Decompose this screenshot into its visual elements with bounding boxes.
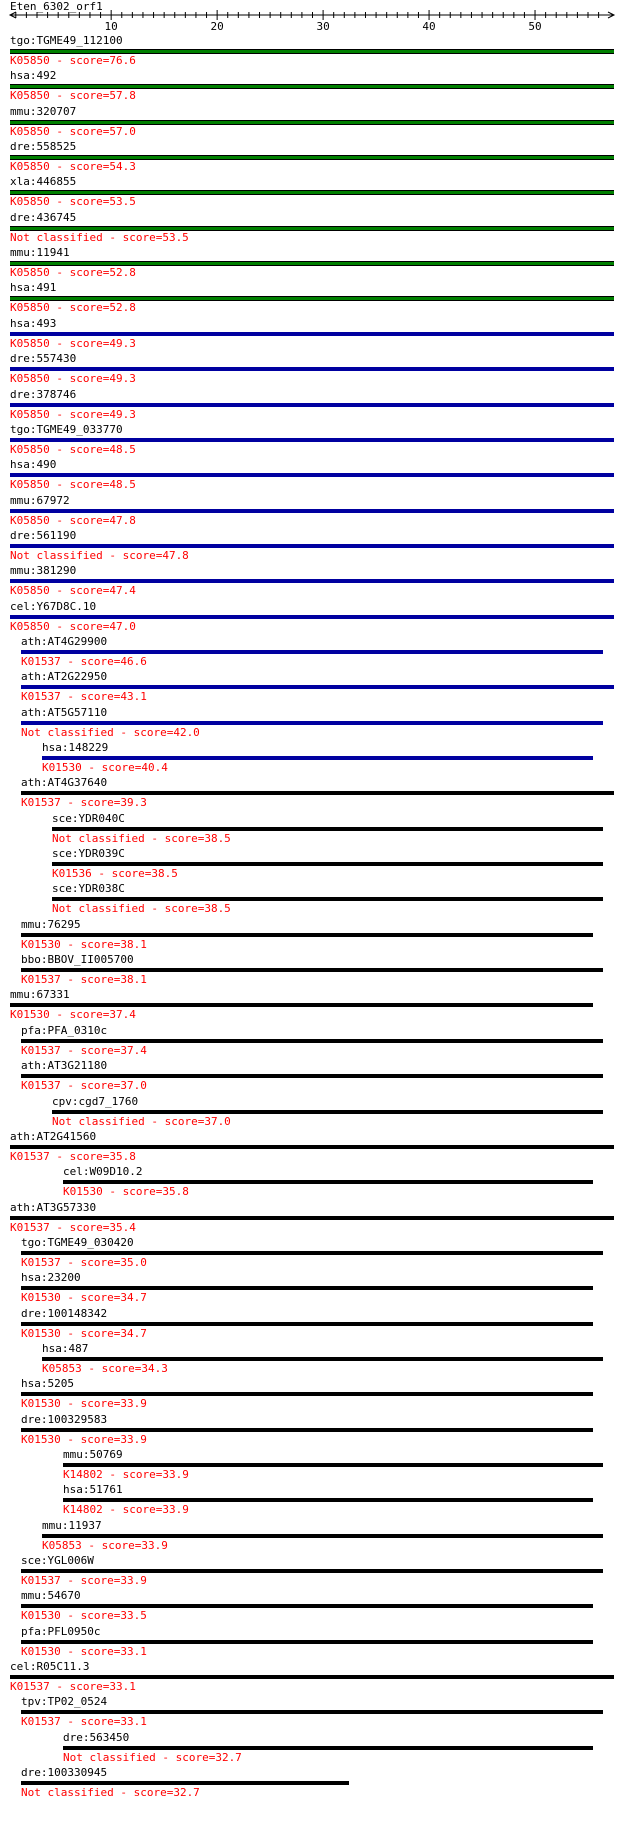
hit-gene-name[interactable]: mmu:320707 [10, 104, 77, 118]
hit-score-label: K01537 - score=33.1 [21, 1715, 147, 1729]
hit-alignment-bar[interactable] [52, 862, 603, 866]
hit-alignment-bar[interactable] [21, 968, 603, 972]
hit-gene-name[interactable]: xla:446855 [10, 175, 77, 189]
hit-score-label: Not classified - score=42.0 [21, 725, 200, 739]
hit-row[interactable] [0, 69, 620, 105]
hit-row[interactable] [0, 812, 620, 848]
hit-score-label: K05850 - score=52.8 [10, 301, 136, 315]
hit-alignment-bar[interactable] [10, 367, 614, 371]
hit-score-label: Not classified - score=37.0 [52, 1114, 231, 1128]
hit-gene-name[interactable]: dre:100330945 [21, 1766, 108, 1780]
hit-gene-name[interactable]: pfa:PFA_0310c [21, 1023, 108, 1037]
hit-score-label: Not classified - score=38.5 [52, 902, 231, 916]
hit-alignment-bar[interactable] [21, 1569, 603, 1573]
hit-score-label: K01530 - score=33.1 [21, 1644, 147, 1658]
hit-gene-name[interactable]: dre:100148342 [21, 1306, 108, 1320]
hit-gene-name[interactable]: dre:378746 [10, 387, 77, 401]
hit-row[interactable] [0, 1413, 620, 1449]
hit-row[interactable] [0, 741, 620, 777]
hit-alignment-bar[interactable] [21, 1039, 603, 1043]
hit-gene-name[interactable]: hsa:5205 [21, 1377, 74, 1391]
hit-score-label: K01537 - score=33.9 [21, 1574, 147, 1588]
hit-score-label: K05853 - score=34.3 [42, 1361, 168, 1375]
hit-score-label: K01530 - score=33.9 [21, 1432, 147, 1446]
hit-row[interactable] [0, 670, 620, 706]
hit-row[interactable] [0, 1448, 620, 1484]
hit-row[interactable] [0, 1766, 620, 1802]
hit-gene-name[interactable]: sce:YGL006W [21, 1554, 94, 1568]
hit-gene-name[interactable]: tgo:TGME49_033770 [10, 422, 123, 436]
hit-gene-name[interactable]: dre:100329583 [21, 1412, 108, 1426]
hit-score-label: K05850 - score=76.6 [10, 54, 136, 67]
hit-score-label: K05850 - score=57.0 [10, 124, 136, 138]
hit-row[interactable] [0, 458, 620, 494]
hit-score-label: K01537 - score=37.0 [21, 1079, 147, 1093]
hit-row[interactable] [0, 1165, 620, 1201]
hit-row[interactable] [0, 1271, 620, 1307]
hit-score-label: K05850 - score=49.3 [10, 336, 136, 350]
hit-row[interactable] [0, 635, 620, 671]
hit-gene-name[interactable]: hsa:148229 [42, 741, 109, 754]
hit-score-label: K05850 - score=47.4 [10, 584, 136, 598]
hit-gene-name[interactable]: ath:AT4G29900 [21, 634, 108, 648]
hit-score-label: K05850 - score=48.5 [10, 478, 136, 492]
hit-score-label: K05850 - score=49.3 [10, 372, 136, 386]
hit-gene-name[interactable]: hsa:493 [10, 316, 57, 330]
hit-score-label: K01537 - score=46.6 [21, 654, 147, 668]
hit-alignment-bar[interactable] [10, 403, 614, 407]
hit-alignment-bar[interactable] [42, 756, 593, 760]
hit-row[interactable] [0, 1483, 620, 1519]
hit-alignment-bar[interactable] [10, 579, 614, 583]
hit-row[interactable] [0, 34, 620, 70]
hit-row[interactable] [0, 1695, 620, 1731]
hit-row[interactable] [0, 1554, 620, 1590]
hit-row[interactable] [0, 776, 620, 812]
hit-gene-name[interactable]: dre:436745 [10, 210, 77, 224]
hit-alignment-bar[interactable] [10, 615, 614, 619]
hit-alignment-bar[interactable] [10, 1003, 593, 1007]
hit-score-label: K01530 - score=34.7 [21, 1291, 147, 1305]
hit-alignment-bar[interactable] [52, 897, 603, 901]
hit-alignment-bar[interactable] [42, 1534, 603, 1538]
hit-gene-name[interactable]: hsa:51761 [63, 1483, 123, 1497]
hit-gene-name[interactable]: mmu:67972 [10, 493, 70, 507]
hit-alignment-bar[interactable] [10, 509, 614, 513]
hit-score-label: Not classified - score=47.8 [10, 548, 189, 562]
ruler-tick-label: 40 [422, 20, 436, 33]
hit-row[interactable] [0, 423, 620, 459]
hit-gene-name[interactable]: ath:AT4G37640 [21, 776, 108, 790]
hit-row[interactable] [0, 882, 620, 918]
hit-alignment-bar[interactable] [21, 721, 603, 725]
hit-score-label: K01537 - score=43.1 [21, 690, 147, 704]
hit-score-label: K01537 - score=35.4 [10, 1220, 136, 1234]
hit-row[interactable] [0, 494, 620, 530]
hit-row[interactable] [0, 1342, 620, 1378]
hit-gene-name[interactable]: hsa:492 [10, 69, 57, 83]
hit-gene-name[interactable]: tgo:TGME49_112100 [10, 34, 123, 47]
hit-alignment-bar[interactable] [63, 1746, 593, 1750]
hit-row[interactable] [0, 1130, 620, 1166]
hit-score-label: K01530 - score=33.9 [21, 1397, 147, 1411]
hit-alignment-bar[interactable] [10, 332, 614, 336]
hit-score-label: Not classified - score=32.7 [21, 1786, 200, 1800]
hit-gene-name[interactable]: bbo:BBOV_II005700 [21, 953, 134, 967]
hit-gene-name[interactable]: tgo:TGME49_030420 [21, 1235, 134, 1249]
hit-score-label: K05850 - score=47.8 [10, 513, 136, 527]
hit-score-label: K05850 - score=52.8 [10, 266, 136, 280]
hit-row[interactable] [0, 706, 620, 742]
hit-score-label: K01537 - score=35.0 [21, 1255, 147, 1269]
hit-alignment-bar[interactable] [21, 933, 593, 937]
hit-score-label: K01537 - score=38.1 [21, 973, 147, 987]
hit-alignment-bar[interactable] [10, 1675, 614, 1679]
hit-score-label: K01530 - score=37.4 [10, 1008, 136, 1022]
hit-alignment-bar[interactable] [21, 1322, 593, 1326]
hit-gene-name[interactable]: mmu:50769 [63, 1448, 123, 1461]
hit-row[interactable] [0, 1589, 620, 1625]
hit-gene-name[interactable]: cel:R05C11.3 [10, 1660, 90, 1674]
hit-gene-name[interactable]: ath:AT2G22950 [21, 670, 108, 684]
hit-score-label: K01530 - score=40.4 [42, 761, 168, 774]
hit-gene-name[interactable]: mmu:54670 [21, 1589, 81, 1603]
hit-row[interactable] [0, 1731, 620, 1767]
hit-gene-name[interactable]: ath:AT3G21180 [21, 1059, 108, 1073]
hit-row[interactable] [0, 988, 620, 1024]
hit-gene-name[interactable]: dre:557430 [10, 352, 77, 366]
ruler-tick-label: 30 [316, 20, 330, 33]
hit-gene-name[interactable]: mmu:76295 [21, 917, 81, 931]
hit-row[interactable] [0, 847, 620, 883]
hit-score-label: K01536 - score=38.5 [52, 867, 178, 881]
hit-score-label: K01530 - score=33.5 [21, 1609, 147, 1623]
hit-gene-name[interactable]: dre:558525 [10, 140, 77, 154]
query-title: Eten_6302_orf1 [10, 0, 103, 13]
hit-alignment-bar[interactable] [21, 685, 614, 689]
hit-gene-name[interactable]: mmu:11941 [10, 246, 70, 260]
hit-row[interactable] [0, 140, 620, 176]
hit-score-label: K01530 - score=35.8 [63, 1185, 189, 1199]
hit-row[interactable] [0, 1377, 620, 1413]
hit-gene-name[interactable]: ath:AT5G57110 [21, 705, 108, 719]
hit-row[interactable] [0, 352, 620, 388]
hit-alignment-bar[interactable] [63, 1463, 603, 1467]
hit-gene-name[interactable]: mmu:11937 [42, 1518, 102, 1532]
hit-row[interactable] [0, 1307, 620, 1343]
hit-alignment-bar[interactable] [21, 1251, 603, 1255]
hit-row[interactable] [0, 1201, 620, 1237]
hit-row[interactable] [0, 1625, 620, 1661]
hit-score-label: K01537 - score=35.8 [10, 1149, 136, 1163]
hit-score-label: K01537 - score=39.3 [21, 796, 147, 810]
hit-alignment-bar[interactable] [21, 1392, 593, 1396]
hit-score-label: K14802 - score=33.9 [63, 1503, 189, 1517]
hit-row[interactable] [0, 1660, 620, 1696]
hit-alignment-bar[interactable] [52, 1110, 603, 1114]
hit-row[interactable] [0, 317, 620, 353]
hit-row[interactable] [0, 105, 620, 141]
ruler-tick-label: 20 [210, 20, 224, 33]
hit-gene-name[interactable]: mmu:67331 [10, 988, 70, 1002]
hit-gene-name[interactable]: hsa:487 [42, 1341, 89, 1355]
hit-gene-name[interactable]: hsa:491 [10, 281, 57, 295]
hit-row[interactable] [0, 529, 620, 565]
hit-alignment-bar[interactable] [63, 1180, 593, 1184]
hit-row[interactable] [0, 1095, 620, 1131]
hit-row[interactable] [0, 246, 620, 282]
hit-alignment-bar[interactable] [10, 544, 614, 548]
hit-alignment-bar[interactable] [21, 650, 603, 654]
hit-score-label: K05850 - score=54.3 [10, 160, 136, 174]
ruler-tick-label: 10 [104, 20, 118, 33]
hit-gene-name[interactable]: sce:YDR040C [52, 811, 125, 825]
hit-alignment-bar[interactable] [21, 791, 614, 795]
hit-alignment-bar[interactable] [10, 473, 614, 477]
hit-gene-name[interactable]: pfa:PFL0950c [21, 1624, 101, 1638]
hit-row[interactable] [0, 281, 620, 317]
hit-gene-name[interactable]: sce:YDR038C [52, 882, 125, 896]
hit-score-label: K05850 - score=49.3 [10, 407, 136, 421]
hit-score-label: K14802 - score=33.9 [63, 1468, 189, 1481]
hit-gene-name[interactable]: ath:AT3G57330 [10, 1200, 97, 1214]
hit-gene-name[interactable]: cpv:cgd7_1760 [52, 1094, 139, 1108]
hit-row[interactable] [0, 1236, 620, 1272]
hit-score-label: Not classified - score=53.5 [10, 230, 189, 244]
hit-gene-name[interactable]: hsa:23200 [21, 1271, 81, 1285]
hit-alignment-bar[interactable] [21, 1286, 593, 1290]
hit-alignment-bar[interactable] [10, 1145, 614, 1149]
hit-row[interactable] [0, 1024, 620, 1060]
hit-score-label: K05850 - score=53.5 [10, 195, 136, 209]
hit-alignment-bar[interactable] [21, 1428, 593, 1432]
hit-gene-name[interactable]: dre:563450 [63, 1730, 130, 1744]
hit-score-label: Not classified - score=32.7 [63, 1750, 242, 1764]
hit-gene-name[interactable]: ath:AT2G41560 [10, 1129, 97, 1143]
hit-row[interactable] [0, 1059, 620, 1095]
hit-gene-name[interactable]: mmu:381290 [10, 564, 77, 578]
hit-row[interactable] [0, 1519, 620, 1555]
hit-alignment-bar[interactable] [10, 1216, 614, 1220]
hit-gene-name[interactable]: hsa:490 [10, 458, 57, 472]
hit-alignment-bar[interactable] [63, 1498, 593, 1502]
hit-alignment-bar[interactable] [21, 1074, 603, 1078]
hit-score-label: K01530 - score=38.1 [21, 937, 147, 951]
hit-alignment-bar[interactable] [42, 1357, 603, 1361]
hit-score-label: K05853 - score=33.9 [42, 1538, 168, 1552]
hit-score-label: K05850 - score=57.8 [10, 89, 136, 103]
hit-score-label: K05850 - score=47.0 [10, 619, 136, 633]
hit-row[interactable] [0, 953, 620, 989]
hit-alignment-bar[interactable] [21, 1781, 349, 1785]
hit-score-label: K05850 - score=48.5 [10, 442, 136, 456]
hit-row[interactable] [0, 211, 620, 247]
hit-score-label: K01537 - score=37.4 [21, 1043, 147, 1057]
hit-alignment-bar[interactable] [21, 1710, 603, 1714]
hit-row[interactable] [0, 600, 620, 636]
hit-gene-name[interactable]: tpv:TP02_0524 [21, 1695, 108, 1709]
hit-row[interactable] [0, 564, 620, 600]
hit-score-label: K01537 - score=33.1 [10, 1680, 136, 1694]
ruler-tick-label: 50 [528, 20, 542, 33]
hit-alignment-bar[interactable] [21, 1604, 593, 1608]
hit-gene-name[interactable]: cel:W09D10.2 [63, 1165, 143, 1179]
hit-gene-name[interactable]: sce:YDR039C [52, 847, 125, 861]
hit-gene-name[interactable]: dre:561190 [10, 528, 77, 542]
hit-alignment-bar[interactable] [21, 1640, 593, 1644]
hit-row[interactable] [0, 175, 620, 211]
hit-alignment-bar[interactable] [52, 827, 603, 831]
hit-gene-name[interactable]: cel:Y67D8C.10 [10, 599, 97, 613]
hit-score-label: K01530 - score=34.7 [21, 1326, 147, 1340]
hit-alignment-bar[interactable] [10, 438, 614, 442]
hit-row[interactable] [0, 918, 620, 954]
hit-row[interactable] [0, 388, 620, 424]
hit-score-label: Not classified - score=38.5 [52, 831, 231, 845]
